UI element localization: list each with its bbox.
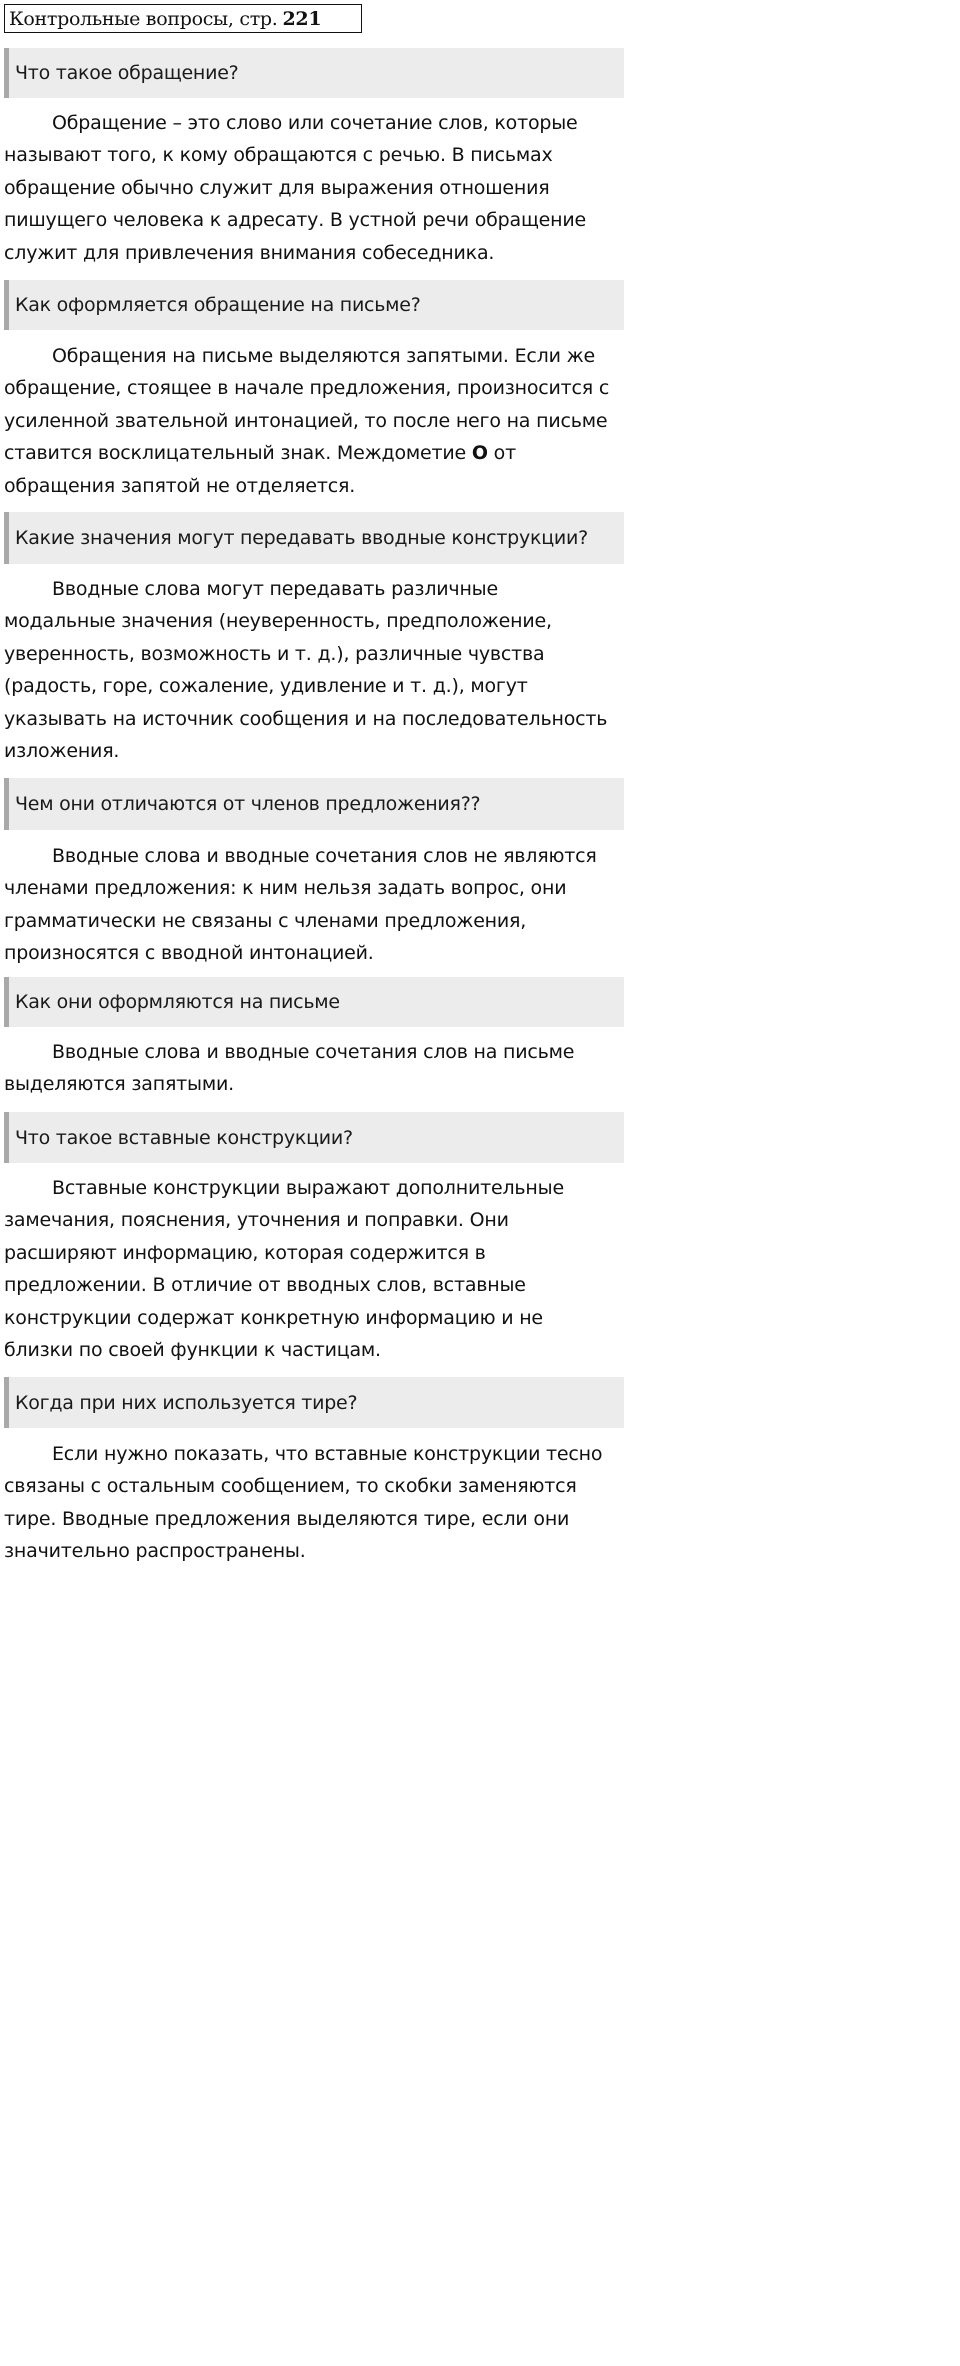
answer-block xyxy=(4,1036,628,1101)
answer-line: конструкции содержат конкретную информацию и не xyxy=(4,1306,543,1329)
question-block xyxy=(4,1112,624,1163)
answer-line: Если нужно показать, что вставные конструкции тесно xyxy=(52,1443,603,1465)
answer-line: указывать на источник сообщения и на последовательность xyxy=(4,707,608,730)
answer-line: замечания, пояснения, уточнения и поправки. Они xyxy=(4,1209,509,1232)
header-page-number: 221 xyxy=(282,7,322,30)
answer-line: называют того, к кому обращаются с речью. В письмах xyxy=(4,144,553,167)
answer-block xyxy=(4,107,628,269)
question-block xyxy=(4,48,624,98)
answer-block xyxy=(4,340,628,502)
answer-line: обращение, стоящее в начале предложения, произносится с xyxy=(4,377,610,400)
answer-line: Обращение – это слово или сочетание слов, которые xyxy=(52,112,578,134)
bold-interjection: О xyxy=(471,442,488,465)
answer-line: обращение обычно служит для выражения отношения xyxy=(4,176,550,199)
answer-line: обращения запятой не отделяется. xyxy=(4,474,356,497)
answer-line: тире. Вводные предложения выделяются тире, если они xyxy=(4,1507,570,1530)
question-text: Как они оформляются на письме xyxy=(15,991,340,1013)
answer-line: близки по своей функции к частицам. xyxy=(4,1339,381,1362)
answer-line: Вводные слова и вводные сочетания слов на письме xyxy=(52,1041,575,1063)
answer-line: модальные значения (неуверенность, предположение, xyxy=(4,610,552,633)
question-block xyxy=(4,1377,624,1428)
question-text: Чем они отличаются от членов предложения?? xyxy=(15,793,481,815)
header-title: Контрольные вопросы, стр. xyxy=(9,7,278,30)
answer-line-text: ставится восклицательный знак. Междометие xyxy=(4,442,467,465)
question-text: Что такое вставные конструкции? xyxy=(15,1126,353,1149)
answer-line: предложении. В отличие от вводных слов, вставные xyxy=(4,1274,526,1297)
answer-block xyxy=(4,1438,628,1568)
answer-line: расширяют информацию, которая содержится в xyxy=(4,1241,486,1264)
answer-line: служит для привлечения внимания собеседника. xyxy=(4,241,495,264)
answer-line: членами предложения: к ним нельзя задать вопрос, они xyxy=(4,877,567,900)
answer-line: грамматически не связаны с членами предложения, xyxy=(4,909,527,932)
answer-line: произносятся с вводной интонацией. xyxy=(4,942,374,965)
answer-line: пишущего человека к адресату. В устной речи обращение xyxy=(4,209,587,232)
question-text: Что такое обращение? xyxy=(15,62,239,84)
question-block xyxy=(4,512,624,564)
answer-line: изложения. xyxy=(4,740,120,763)
answer-block xyxy=(4,840,628,970)
question-text: Когда при них используется тире? xyxy=(15,1391,358,1414)
page-header xyxy=(4,4,362,33)
answer-line: Вставные конструкции выражают дополнительные xyxy=(52,1177,564,1199)
question-block xyxy=(4,977,624,1027)
answer-block xyxy=(4,1172,628,1366)
question-text: Как оформляется обращение на письме? xyxy=(15,294,421,316)
answer-line: связаны с остальным сообщением, то скобки заменяются xyxy=(4,1475,577,1498)
answer-line xyxy=(4,437,628,469)
answer-line-text: от xyxy=(493,442,516,465)
answer-line: Обращения на письме выделяются запятыми. Если же xyxy=(52,345,595,367)
answer-line: уверенность, возможность и т. д.), различные чувства xyxy=(4,642,545,665)
answer-line: усиленной звательной интонацией, то после него на письме xyxy=(4,409,608,432)
question-block xyxy=(4,778,624,830)
answer-line: Вводные слова и вводные сочетания слов не являются xyxy=(52,845,597,867)
answer-line: Вводные слова могут передавать различные xyxy=(52,578,498,600)
question-text: Какие значения могут передавать вводные конструкции? xyxy=(15,527,588,549)
answer-line: (радость, горе, сожаление, удивление и т. д.), могут xyxy=(4,675,528,698)
answer-line: значительно распространены. xyxy=(4,1540,306,1563)
question-block xyxy=(4,280,624,330)
answer-block xyxy=(4,573,628,767)
answer-line: выделяются запятыми. xyxy=(4,1073,234,1096)
